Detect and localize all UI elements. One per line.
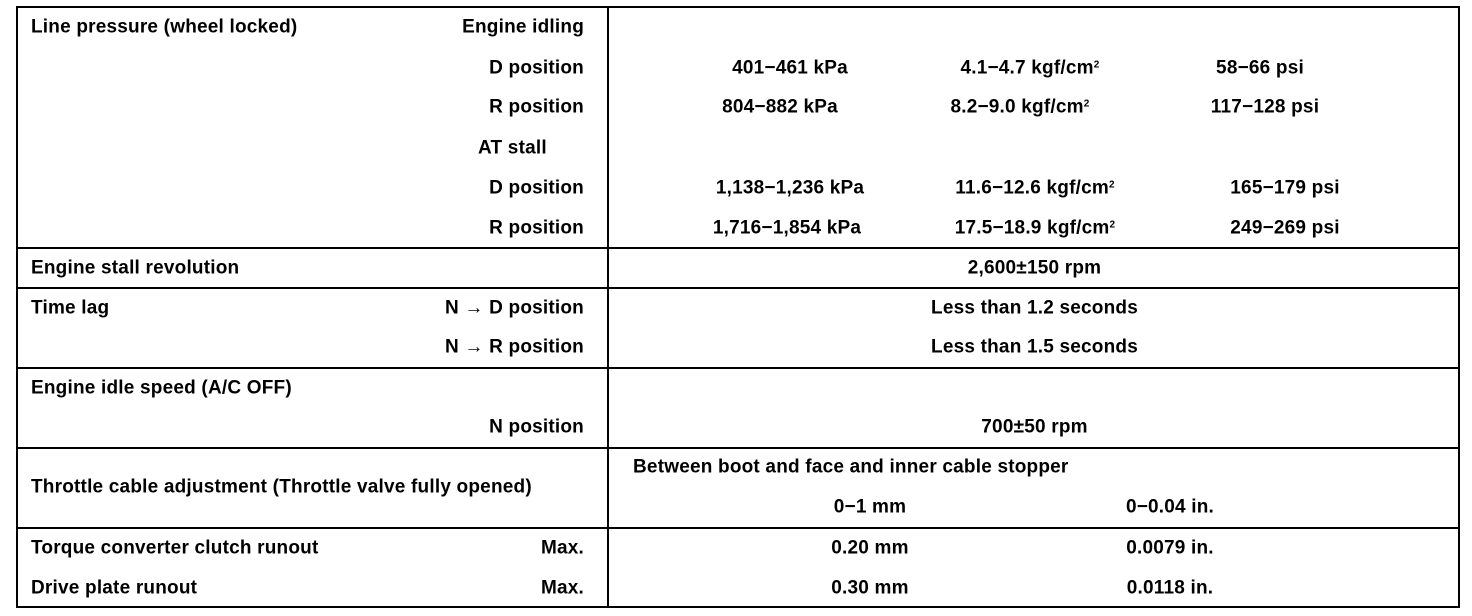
time-lag-nr-label: N → R position bbox=[445, 336, 584, 358]
row-divider bbox=[16, 447, 1460, 449]
idle-r-kgf: 8.2−9.0 kgf/$cm^2$ bbox=[950, 96, 1090, 118]
idle-d-psi: 58−66 psi bbox=[1216, 57, 1304, 79]
row-divider bbox=[16, 287, 1460, 289]
row-divider bbox=[16, 367, 1460, 369]
throttle-cable-mm: 0−1 mm bbox=[833, 496, 907, 518]
stall-r-psi: 249−269 psi bbox=[1230, 217, 1340, 239]
drive-plate-max: Max. bbox=[540, 577, 584, 599]
idle-d-position-label: D position bbox=[489, 57, 584, 79]
stall-d-psi: 165−179 psi bbox=[1230, 177, 1340, 199]
drive-plate-mm: 0.30 mm bbox=[831, 577, 909, 599]
idle-speed-n-label: N position bbox=[489, 416, 584, 438]
idle-d-kpa: 401−461 kPa bbox=[732, 57, 848, 79]
torque-converter-max: Max. bbox=[540, 537, 584, 559]
engine-stall-value: 2,600±150 rpm bbox=[967, 257, 1102, 279]
engine-idling-label: Engine idling bbox=[462, 16, 584, 38]
time-lag-nr-value: Less than 1.5 seconds bbox=[931, 336, 1138, 358]
time-lag-nd-label: N → D position bbox=[445, 297, 584, 319]
throttle-cable-label: Throttle cable adjustment (Throttle valve fully opened) bbox=[31, 476, 532, 498]
torque-converter-mm: 0.20 mm bbox=[831, 537, 909, 559]
stall-d-position-label: D position bbox=[489, 177, 584, 199]
engine-stall-label: Engine stall revolution bbox=[31, 257, 240, 279]
time-lag-nd-value: Less than 1.2 seconds bbox=[931, 297, 1138, 319]
row-divider bbox=[16, 247, 1460, 249]
stall-r-kpa: 1,716−1,854 kPa bbox=[712, 217, 862, 239]
drive-plate-label: Drive plate runout bbox=[31, 577, 198, 599]
idle-r-psi: 117−128 psi bbox=[1210, 96, 1320, 118]
throttle-cable-note: Between boot and face and inner cable stopper bbox=[633, 456, 1069, 478]
idle-d-kgf: 4.1−4.7 kgf/$cm^2$ bbox=[960, 57, 1100, 79]
torque-converter-label: Torque converter clutch runout bbox=[31, 537, 319, 559]
drive-plate-in: 0.0118 in. bbox=[1126, 577, 1214, 599]
stall-d-kgf: 11.6−12.6 kgf/$cm^2$ bbox=[955, 177, 1115, 199]
stall-d-kpa: 1,138−1,236 kPa bbox=[715, 177, 865, 199]
row-divider bbox=[16, 527, 1460, 529]
idle-r-position-label: R position bbox=[489, 96, 584, 118]
idle-speed-label: Engine idle speed (A/C OFF) bbox=[31, 377, 292, 399]
stall-r-kgf: 17.5−18.9 kgf/$cm^2$ bbox=[954, 217, 1116, 239]
at-stall-label: AT stall bbox=[478, 137, 547, 159]
torque-converter-in: 0.0079 in. bbox=[1126, 537, 1214, 559]
time-lag-label: Time lag bbox=[31, 297, 110, 319]
line-pressure-title: Line pressure (wheel locked) bbox=[31, 16, 298, 38]
idle-r-kpa: 804−882 kPa bbox=[722, 96, 838, 118]
stall-r-position-label: R position bbox=[489, 217, 584, 239]
throttle-cable-in: 0−0.04 in. bbox=[1125, 496, 1215, 518]
idle-speed-value: 700±50 rpm bbox=[981, 416, 1088, 438]
